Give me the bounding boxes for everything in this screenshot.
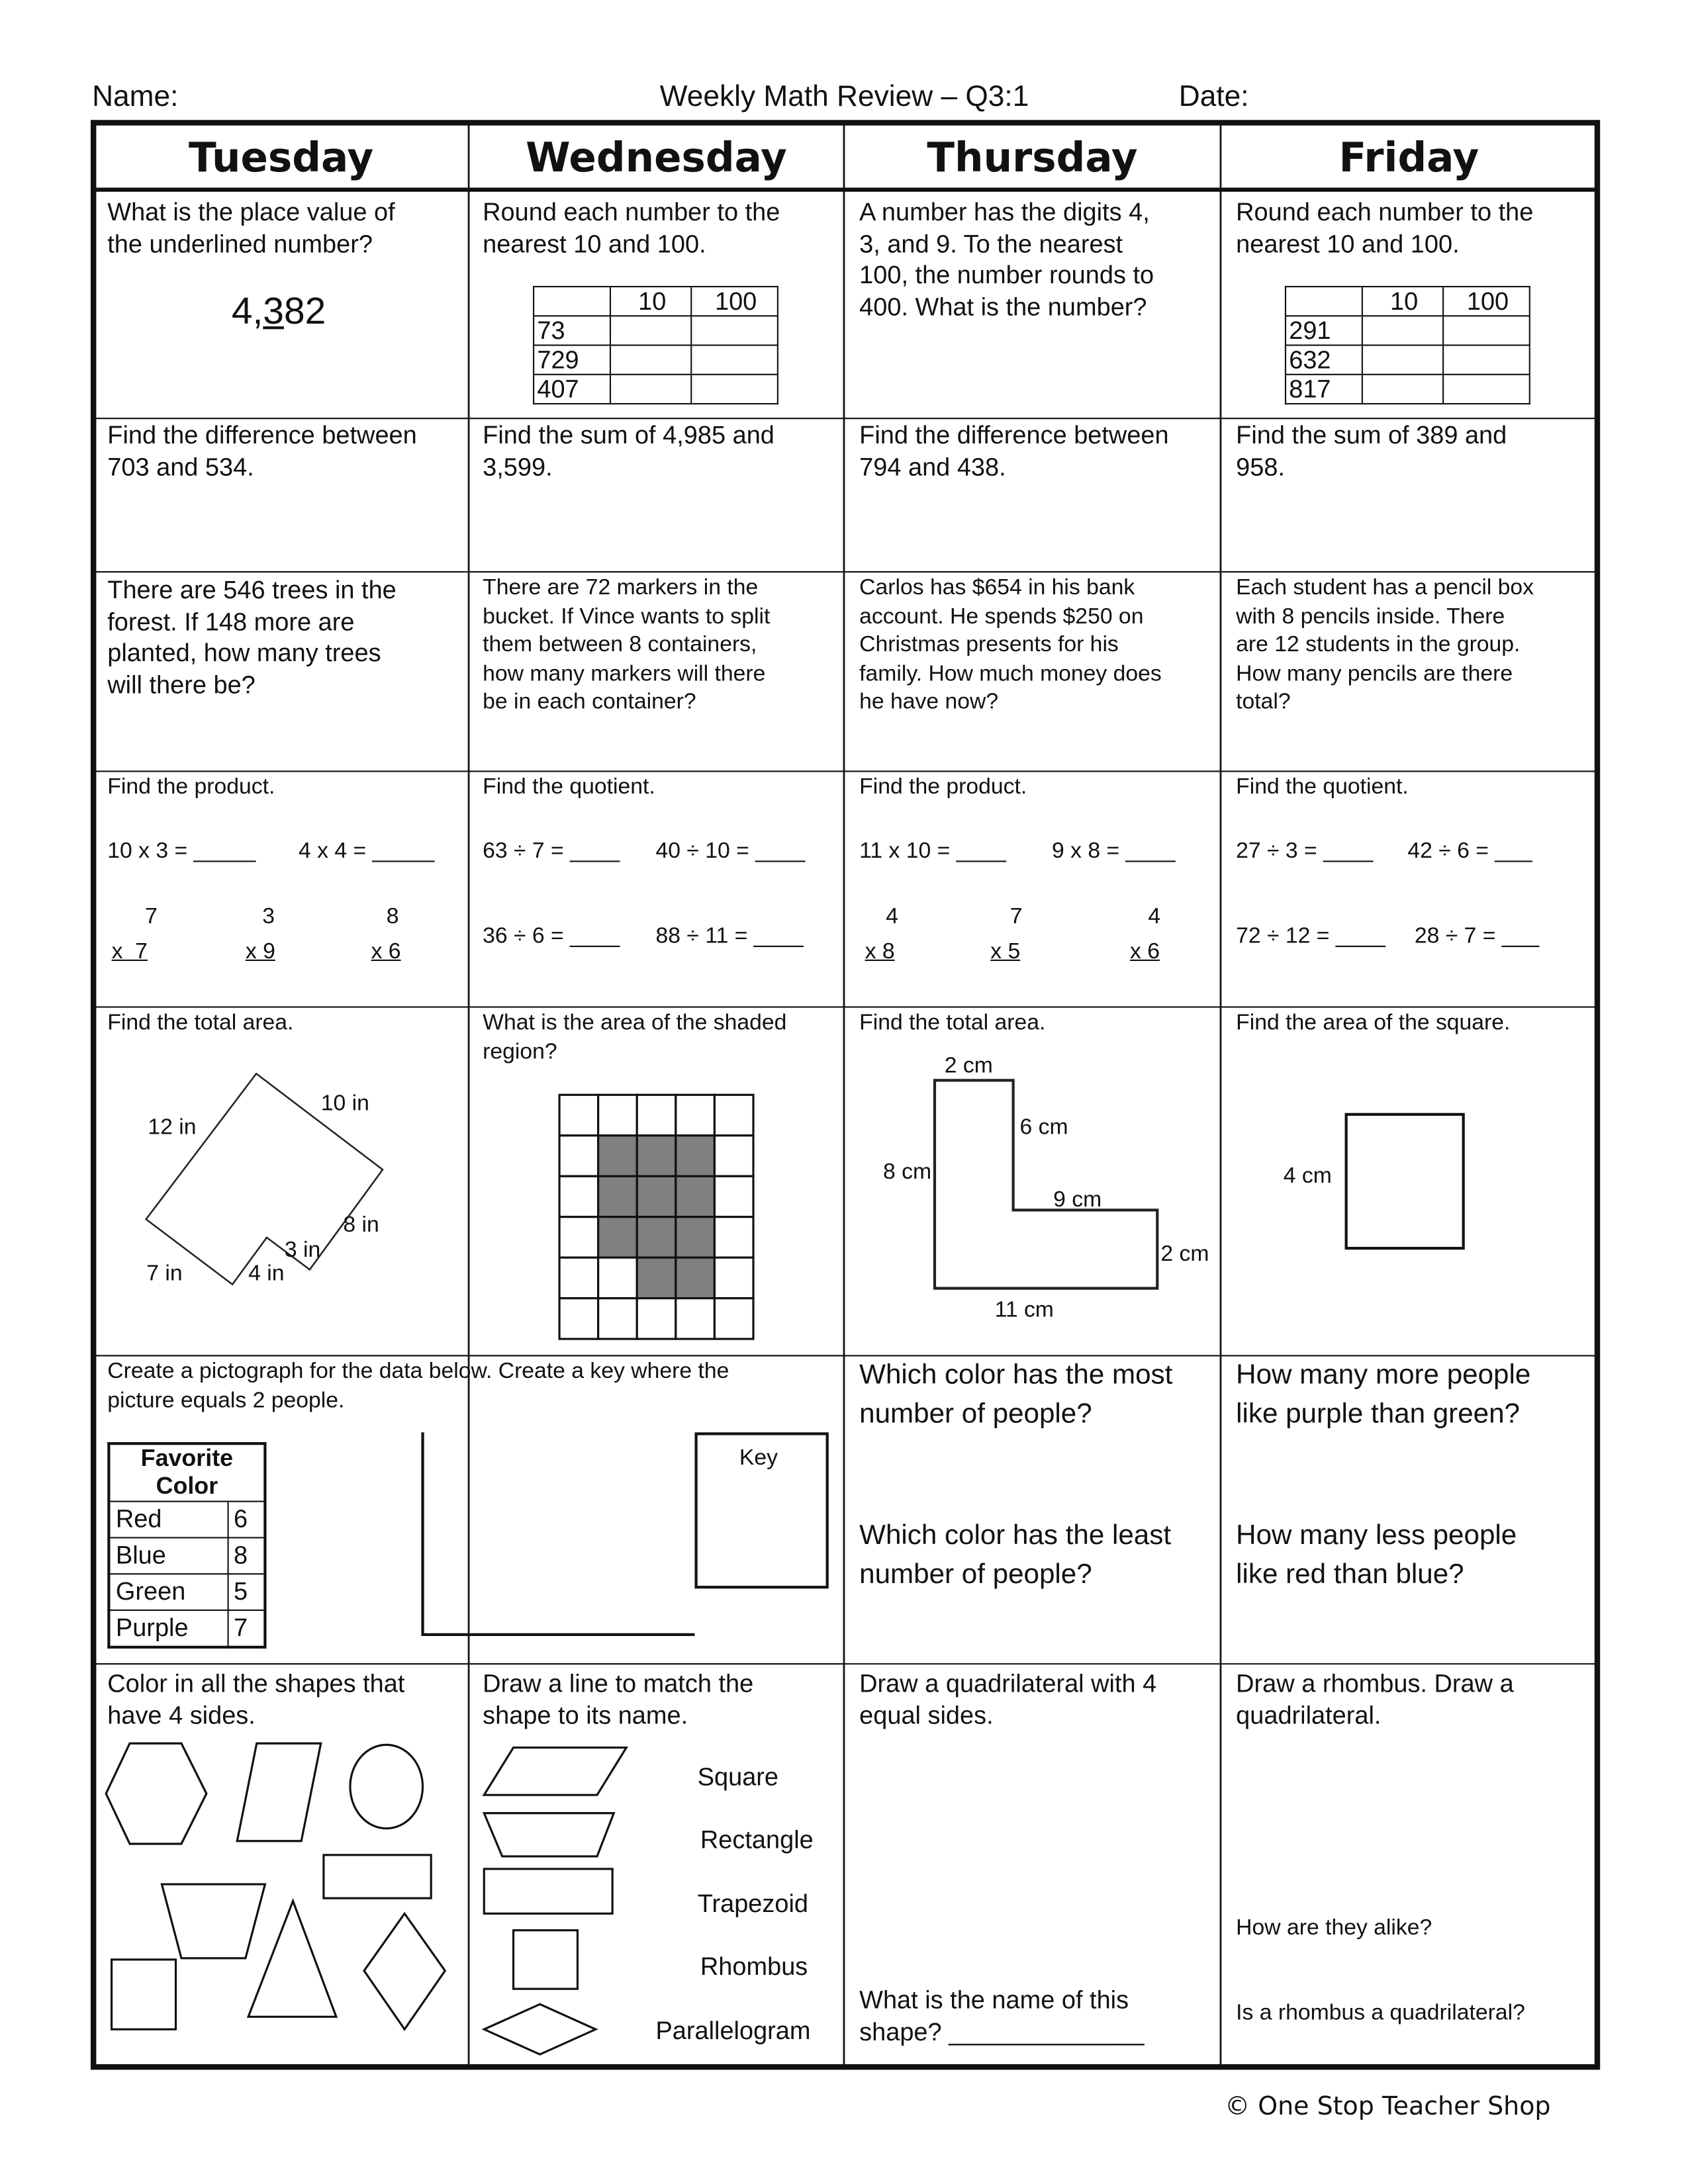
answer-cell[interactable] xyxy=(610,375,691,404)
instruction: Find the product. xyxy=(107,775,275,799)
color-cell: Blue xyxy=(109,1537,227,1574)
grid-cell xyxy=(637,1298,676,1339)
instruction: Color in all the shapes that have 4 sides. xyxy=(107,1669,405,1729)
vertical-top: 7 xyxy=(145,905,158,929)
grid-cell xyxy=(559,1136,598,1176)
vertical-top: 3 xyxy=(262,905,275,929)
answer-cell[interactable] xyxy=(1362,345,1443,375)
shaded-grid-cell xyxy=(676,1136,715,1176)
vertical-multiplier: x 9 xyxy=(245,940,275,964)
question-text: Find the difference between 703 and 534. xyxy=(107,421,417,480)
equation: 36 ÷ 6 = ____ xyxy=(483,925,620,949)
question-text: Find the sum of 4,985 and 3,599. xyxy=(483,421,774,480)
question-text: Round each number to the nearest 10 and 100. xyxy=(483,198,780,257)
column-header: 100 xyxy=(1443,287,1530,316)
answer-cell[interactable] xyxy=(610,345,691,375)
color-cell: Green xyxy=(109,1574,227,1610)
answer-cell[interactable] xyxy=(1443,375,1530,404)
grid-cell xyxy=(598,1257,637,1298)
dimension-label: 10 in xyxy=(320,1092,369,1116)
square-shape[interactable] xyxy=(514,1931,578,1989)
hexagon-shape[interactable] xyxy=(106,1743,207,1844)
instruction: Find the total area. xyxy=(107,1011,294,1035)
grid-cell xyxy=(714,1136,753,1176)
grid-cell xyxy=(637,1095,676,1135)
answer-cell[interactable] xyxy=(1443,345,1530,375)
answer-cell[interactable] xyxy=(691,375,778,404)
question-text: Which color has the most number of people? xyxy=(859,1359,1173,1430)
equation: 11 x 10 = ____ xyxy=(859,839,1006,864)
color-cell: Red xyxy=(109,1502,227,1538)
answer-cell[interactable] xyxy=(610,316,691,345)
square-shape-small[interactable] xyxy=(112,1960,176,2029)
table-cell: 632 xyxy=(1286,345,1362,375)
shaded-grid-cell xyxy=(676,1257,715,1298)
place-value-number xyxy=(232,290,326,333)
vertical-multiplier: x 6 xyxy=(1129,940,1160,964)
word-problem: There are 546 trees in the forest. If 148 more are planted, how many trees will there be? xyxy=(107,576,397,698)
instruction: Create a pictograph for the data below. Create a key where the picture equals 2 people. xyxy=(107,1359,729,1412)
underlined-digit: 3 xyxy=(263,290,284,332)
shaded-grid-cell xyxy=(676,1217,715,1257)
dimension-label: 8 cm xyxy=(882,1160,932,1185)
rectangle-shape[interactable] xyxy=(484,1869,612,1913)
answer-cell[interactable] xyxy=(691,345,778,375)
table-cell: 73 xyxy=(534,316,610,345)
vertical-multiplier: x 8 xyxy=(865,940,895,964)
shaded-grid-cell xyxy=(637,1217,676,1257)
question-text: How many more people like purple than green? xyxy=(1236,1359,1531,1430)
shaded-grid-cell xyxy=(637,1136,676,1176)
dimension-label: 12 in xyxy=(148,1115,197,1140)
trapezoid-shape[interactable] xyxy=(162,1884,265,1958)
color-cell: Purple xyxy=(109,1610,227,1647)
square-shape xyxy=(1346,1115,1464,1248)
vertical-top: 7 xyxy=(1009,905,1023,929)
favorite-color-table xyxy=(107,1442,266,1649)
grid-cell xyxy=(714,1217,753,1257)
instruction: Find the quotient. xyxy=(483,775,655,799)
grid-cell xyxy=(714,1095,753,1135)
day-header-thursday: Thursday xyxy=(927,134,1138,181)
shaded-grid-cell xyxy=(676,1176,715,1216)
copyright-footer: © One Stop Teacher Shop xyxy=(1225,2092,1551,2122)
equation: 63 ÷ 7 = ____ xyxy=(483,839,620,864)
parallelogram-shape[interactable] xyxy=(237,1743,320,1841)
vertical-multiplier: x 7 xyxy=(111,940,148,964)
dimension-label: 2 cm xyxy=(944,1054,993,1079)
question-text: A number has the digits 4, 3, and 9. To the nearest 100, the number rounds to 400. What is the number? xyxy=(859,198,1154,320)
grid-cell xyxy=(598,1095,637,1135)
rhombus-shape[interactable] xyxy=(364,1913,445,2029)
dimension-label: 8 in xyxy=(343,1213,379,1238)
question-text: Which color has the least number of people? xyxy=(859,1520,1172,1590)
number-part: 4, xyxy=(231,290,263,332)
instruction: Find the area of the square. xyxy=(1236,1011,1511,1035)
question-text: How are they alike? xyxy=(1236,1916,1432,1940)
count-cell: 5 xyxy=(228,1574,265,1610)
column-header: 10 xyxy=(610,287,691,316)
day-header-tuesday: Tuesday xyxy=(188,134,374,181)
dimension-label: 4 cm xyxy=(1283,1164,1332,1189)
dimension-label: 9 cm xyxy=(1053,1188,1102,1212)
grid-cell xyxy=(598,1298,637,1339)
vertical-top: 8 xyxy=(386,905,399,929)
shape-name-square[interactable]: Square xyxy=(697,1762,779,1791)
shaded-grid-cell xyxy=(637,1176,676,1216)
equation: 72 ÷ 12 = ____ xyxy=(1236,925,1385,949)
dimension-label: 7 in xyxy=(146,1262,183,1287)
equation: 9 x 8 = ____ xyxy=(1051,839,1176,864)
table-cell: 729 xyxy=(534,345,610,375)
parallelogram-shape[interactable] xyxy=(484,1748,626,1796)
answer-cell[interactable] xyxy=(691,316,778,345)
equation: 27 ÷ 3 = ____ xyxy=(1236,839,1374,864)
instruction: What is the area of the shaded region? xyxy=(483,1011,787,1064)
table-header: Favorite Color xyxy=(109,1443,265,1501)
instruction: Find the quotient. xyxy=(1236,775,1409,799)
instruction: Draw a quadrilateral with 4 equal sides. xyxy=(859,1669,1157,1729)
column-header: 100 xyxy=(691,287,778,316)
grid-cell xyxy=(559,1095,598,1135)
word-problem: Carlos has $654 in his bank account. He spends $250 on Christmas presents for his family. How much money does he have now? xyxy=(859,576,1162,714)
grid-cell xyxy=(714,1176,753,1216)
table-cell: 407 xyxy=(534,375,610,404)
equation: 42 ÷ 6 = ___ xyxy=(1407,839,1532,864)
shape-name-rhombus[interactable]: Rhombus xyxy=(700,1952,808,1981)
key-label: Key xyxy=(739,1446,778,1471)
count-cell: 6 xyxy=(228,1502,265,1538)
shaded-grid-cell xyxy=(598,1136,637,1176)
name-label: Name: xyxy=(92,81,179,113)
rhombus-shape[interactable] xyxy=(484,2004,596,2054)
vertical-top: 4 xyxy=(886,905,898,929)
grid-cell xyxy=(559,1298,598,1339)
question-text: Is a rhombus a quadrilateral? xyxy=(1236,2001,1525,2025)
question-text: Find the sum of 389 and 958. xyxy=(1236,421,1507,480)
equation: 40 ÷ 10 = ____ xyxy=(655,839,806,864)
dimension-label: 6 cm xyxy=(1019,1115,1068,1140)
worksheet-title: Weekly Math Review – Q3:1 xyxy=(659,81,1029,113)
rectangle-shape[interactable] xyxy=(324,1855,431,1898)
shape-name-trapezoid[interactable]: Trapezoid xyxy=(697,1889,808,1918)
l-shape xyxy=(935,1080,1157,1288)
vertical-multiplier: x 6 xyxy=(371,940,401,964)
vertical-multiplier: x 5 xyxy=(990,940,1021,964)
dimension-label: 11 cm xyxy=(994,1298,1054,1322)
dimension-label: 4 in xyxy=(248,1262,285,1287)
vertical-top: 4 xyxy=(1148,905,1161,929)
answer-cell[interactable] xyxy=(1362,316,1443,345)
rounding-table xyxy=(1285,286,1530,404)
circle-shape[interactable] xyxy=(350,1745,423,1828)
grid-cell xyxy=(714,1298,753,1339)
triangle-shape[interactable] xyxy=(248,1901,336,2017)
equation: 88 ÷ 11 = ____ xyxy=(655,925,804,949)
day-header-friday: Friday xyxy=(1338,134,1479,181)
grid-cell xyxy=(559,1176,598,1216)
shape-name-parallelogram[interactable]: Parallelogram xyxy=(655,2017,811,2045)
dimension-label: 3 in xyxy=(284,1238,321,1263)
word-problem: There are 72 markers in the bucket. If Vince wants to split them between 8 containers, how many markers will there be in each container? xyxy=(483,576,771,714)
equation: 4 x 4 = _____ xyxy=(298,839,435,864)
table-border xyxy=(93,122,1597,2067)
count-cell: 8 xyxy=(228,1537,265,1574)
shaded-area-grid xyxy=(559,1095,753,1339)
grid-cell xyxy=(559,1217,598,1257)
question-text: What is the place value of the underlined number? xyxy=(107,198,395,257)
trapezoid-shape[interactable] xyxy=(484,1813,614,1856)
table-cell: 817 xyxy=(1286,375,1362,404)
instruction: Draw a line to match the shape to its name. xyxy=(483,1669,754,1729)
equation: 10 x 3 = _____ xyxy=(107,839,256,864)
dimension-label: 2 cm xyxy=(1160,1242,1209,1267)
equation: 28 ÷ 7 = ___ xyxy=(1414,925,1540,949)
word-problem: Each student has a pencil box with 8 pencils inside. There are 12 students in the group. How many pencils are there total? xyxy=(1236,576,1534,714)
answer-cell[interactable] xyxy=(1362,375,1443,404)
grid-cell xyxy=(676,1298,715,1339)
shaded-grid-cell xyxy=(598,1217,637,1257)
column-header: 10 xyxy=(1362,287,1443,316)
question-text: Find the difference between 794 and 438. xyxy=(859,421,1169,480)
number-part: 82 xyxy=(283,290,326,332)
day-header-wednesday: Wednesday xyxy=(526,134,787,181)
question-text: How many less people like red than blue? xyxy=(1236,1520,1517,1590)
count-cell: 7 xyxy=(228,1610,265,1647)
instruction: Find the total area. xyxy=(859,1011,1046,1035)
instruction: Find the product. xyxy=(859,775,1027,799)
instruction: Draw a rhombus. Draw a quadrilateral. xyxy=(1236,1669,1514,1729)
grid-cell xyxy=(714,1257,753,1298)
answer-cell[interactable] xyxy=(1443,316,1530,345)
grid-cell xyxy=(559,1257,598,1298)
shape-name-rectangle[interactable]: Rectangle xyxy=(700,1825,814,1854)
table-cell: 291 xyxy=(1286,316,1362,345)
grid-cell xyxy=(676,1095,715,1135)
question-text: What is the name of this shape? ______________ xyxy=(859,1985,1145,2046)
shaded-grid-cell xyxy=(598,1176,637,1216)
question-text: Round each number to the nearest 10 and 100. xyxy=(1236,198,1534,257)
date-label: Date: xyxy=(1178,81,1249,113)
rounding-table xyxy=(533,286,778,404)
shaded-grid-cell xyxy=(637,1257,676,1298)
